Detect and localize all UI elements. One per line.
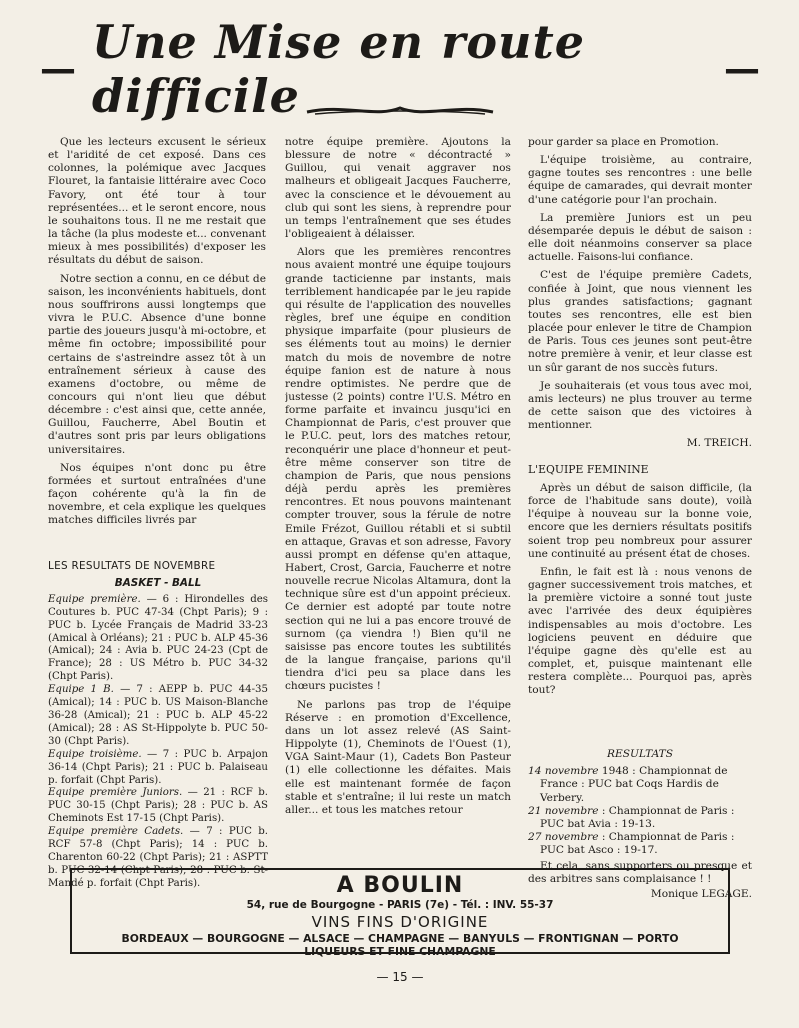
results-heading: LES RESULTATS DE NOVEMBRE — [48, 560, 216, 572]
ad-address: 54, rue de Bourgogne - PARIS (7e) - Tél. : INV. 55-37 — [246, 899, 554, 911]
paragraph: Notre section a connu, en ce début de saison, les inconvénients habituels, dont nous souffrirons aussi longtemps que vivra le P.U.C. Absence d'une bonne partie des joueurs jusqu'à mi-octobre, et même fin octobre; impossibilité pour certains de s'astreindre assez tôt à un entraînement sérieux à cause des examens d'octobre, ou même de concours qui n'ont lieu que début décembre : c'est ainsi que, cette année, Guillou, Faucherre, Abel Boutin et d'autres sont pris par leurs obligations universitaires. — [48, 272, 266, 456]
feminine-text — [528, 482, 752, 748]
title-dash-right: — — [724, 48, 760, 90]
title-ornament — [305, 100, 495, 120]
result-entry: Equipe première Juniors. — 21 : RCF b. PUC 30-15 (Chpt Paris); 28 : PUC b. AS Cheminots Est 17-15 (Chpt Paris). — [48, 787, 268, 825]
paragraph: Ne parlons pas trop de l'équipe Réserve : en promotion d'Excellence, dans un lot assez relevé (AS Saint-Hippolyte (1), Cheminots de l'Ouest (1), VGA Saint-Maur (1), Cadets Bon Pasteur (1) elle collectionne les défaites. Mais elle est maintenant formée de façon stable et s'entraîne; il lui reste un match aller... et tous les matches retour — [285, 698, 511, 816]
feminine-results-title: RESULTATS — [607, 748, 673, 760]
advertisement-boulin — [70, 868, 730, 958]
november-results — [48, 560, 268, 891]
page-number: — 15 — — [376, 970, 424, 984]
paragraph: Enfin, le fait est là : nous venons de gagner successivement trois matches, et la première victoire a sonné tout juste avec l'arrivée des deux équipières indispensables au mois d'octobre. Les logiciens peuvent en déduire que l'équipe gagne dès qu'elle est au complet, et, puisque maintenant elle restera complète... Pourquoi pas, après tout? — [528, 565, 752, 697]
result-entry: Equipe première Cadets. — 7 : PUC b. RCF 57-8 (Chpt Paris); 14 : PUC b. Charenton 60-22 (Chpt Paris); 21 : ASPTT b. PUC 32-14 (Chpt Paris); 28 : PUC b. St-Mandé p. forfait (Chpt Paris). — [48, 826, 268, 889]
paragraph: La première Juniors est un peu désemparée depuis le début de saison : elle doit néanmoins conserver sa place actuelle. Faisons-lui confiance. — [528, 211, 752, 264]
paragraph: Alors que les premières rencontres nous avaient montré une équipe toujours grande tacticienne par instants, mais terriblement handicapée par le jeu rapide qui résulte de l'application des nouvelles règles, bref une équipe en condition physique imparfaite (pour plusieurs de ses éléments tout au moins) le dernier match du mois de novembre de notre équipe fanion est de nature à nous rendre optimistes. Ne perdre que de justesse (2 points) contre l'U.S. Métro en forme parfaite et invaincu jusqu'ici en Championnat de Paris, c'est prouver que le P.U.C. peut, lors des matches retour, reconquérir une place d'honneur et peut-être même conserver son titre de champion de Paris, que nous pensions déjà perdu après les premières rencontres. Et nous pouvons maintenant compter trouver, sous la férule de notre Emile Frézot, Guillou rétabli et si subtil en attaque, Gravas et son adresse, Favory aussi prompt en défense qu'en attaque, Habert, Crost, Garcia, Faucherre et notre nouvelle recrue Nicolas Altamura, dont la technique sûre est d'un appoint précieux. Ce dernier est adopté par toute notre section qui ne lui a pas encore trouvé de surnom (ça viendra !) Bien qu'il ne saisisse pas encore toutes les subtilités de la langue française, parions qu'il tiendra d'ici peu sa place dans les chœurs pucistes ! — [285, 246, 511, 693]
result-entry: Equipe 1 B. — 7 : AEPP b. PUC 44-35 (Amical); 14 : PUC b. US Maison-Blanche 36-28 (Amical); 21 : PUC b. ALP 45-22 (Amical); 28 : AS St-Hippolyte b. PUC 50-30 (Chpt Paris). — [48, 684, 268, 747]
feminine-signature: Monique LEGAGE. — [650, 888, 752, 901]
paragraph: Après un début de saison difficile, (la force de l'habitude sans doute), voilà l'équipe à nouveau sur la bonne voie, encore que les derniers résultats positifs soient trop peu nombreux pour assurer une continuité au présent état de choses. — [528, 482, 752, 560]
ad-tagline: VINS FINS D'ORIGINE — [311, 913, 489, 931]
feminine-result: 21 novembre : Championnat de Paris : PUC bat Avia : 19-13. — [528, 804, 735, 831]
feminine-heading: L'EQUIPE FEMININE — [528, 463, 649, 476]
author-signature: M. TREICH. — [686, 437, 752, 450]
result-entry: Equipe première. — 6 : Hirondelles des Coutures b. PUC 47-34 (Chpt Paris); 9 : PUC b. Lycée Français de Madrid 33-23 (Amical à Orléans); 21 : PUC b. ALP 45-36 (Amical); 24 : Avia b. PUC 24-23 (Cpt de France); 28 : US Métro b. PUC 34-32 (Chpt Paris). — [48, 593, 268, 683]
paragraph: pour garder sa place en Promotion. — [528, 136, 719, 148]
column-1 — [48, 136, 266, 536]
paragraph: L'équipe troisième, au contraire, gagne toutes ses rencontres : une belle équipe de camarades, qui devrait monter d'une catégorie pour l'an prochain. — [528, 154, 752, 206]
article-title — [40, 15, 760, 123]
paragraph: C'est de l'équipe première Cadets, confiée à Joint, que nous viennent les plus grandes satisfactions; gagnant toutes ses rencontres, elle est bien placée pour enlever le titre de Champion de Paris. Tous ces jeunes sont peut-être notre première à venir, et leur classe est un sûr garant de nos succès futurs. — [528, 269, 752, 374]
ad-liqueurs: LIQUEURS ET FINE CHAMPAGNE — [304, 945, 496, 958]
column-2 — [285, 136, 511, 844]
paragraph: Je souhaiterais (et vous tous avec moi, amis lecteurs) ne plus trouver au terme de cette saison que des victoires à mentionner. — [528, 379, 752, 432]
feminine-result: 27 novembre : Championnat de Paris : PUC bat Asco : 19-17. — [528, 831, 735, 857]
paragraph: Que les lecteurs excusent le sérieux et l'aridité de cet exposé. Dans ces colonnes, la polémique avec Jacques Flouret, la fantaisie littéraire avec Coco Favory, ont été tour à tour représentées... et le seront encore, nous le souhaitons tous. Il ne me restait que la tâche (la plus modeste et... convenant mieux à mes possibilités) d'exposer les résultats du début de saison. — [48, 136, 266, 267]
title-text: Une Mise en route difficile — [92, 15, 586, 123]
paragraph: notre équipe première. Ajoutons la blessure de notre « décontracté » Guillou, qui venait aggraver nos malheurs et obligeait Jacques Faucherre, avec la conscience et le dévouement au club qui sont les siens, à reprendre pour un temps l'entraînement que ses études l'obligeaient à délaisser. — [285, 136, 511, 241]
result-entry: Equipe troisième. — 7 : PUC b. Arpajon 36-14 (Chpt Paris); 21 : PUC b. Palaiseau p. forfait (Chpt Paris). — [48, 748, 268, 786]
title-dash-left: — — [40, 48, 76, 90]
paragraph: Nos équipes n'ont donc pu être formées et surtout entraînées d'une façon cohérente qu'à la fin de novembre, et cela explique les quelques matches difficiles livrés par — [48, 461, 266, 527]
feminine-closing: Et cela, sans supporters ou presque et des arbitres sans complaisance ! ! — [528, 859, 752, 885]
ad-regions: BORDEAUX — BOURGOGNE — ALSACE — CHAMPAGNE — BANYULS — FRONTIGNAN — PORTO — [121, 932, 679, 945]
feminine-result: 14 novembre 1948 : Championnat de France : PUC bat Coqs Hardis de Verbery. — [528, 765, 728, 804]
results-sport: BASKET - BALL — [114, 576, 202, 589]
ad-name: A BOULIN — [336, 873, 464, 898]
